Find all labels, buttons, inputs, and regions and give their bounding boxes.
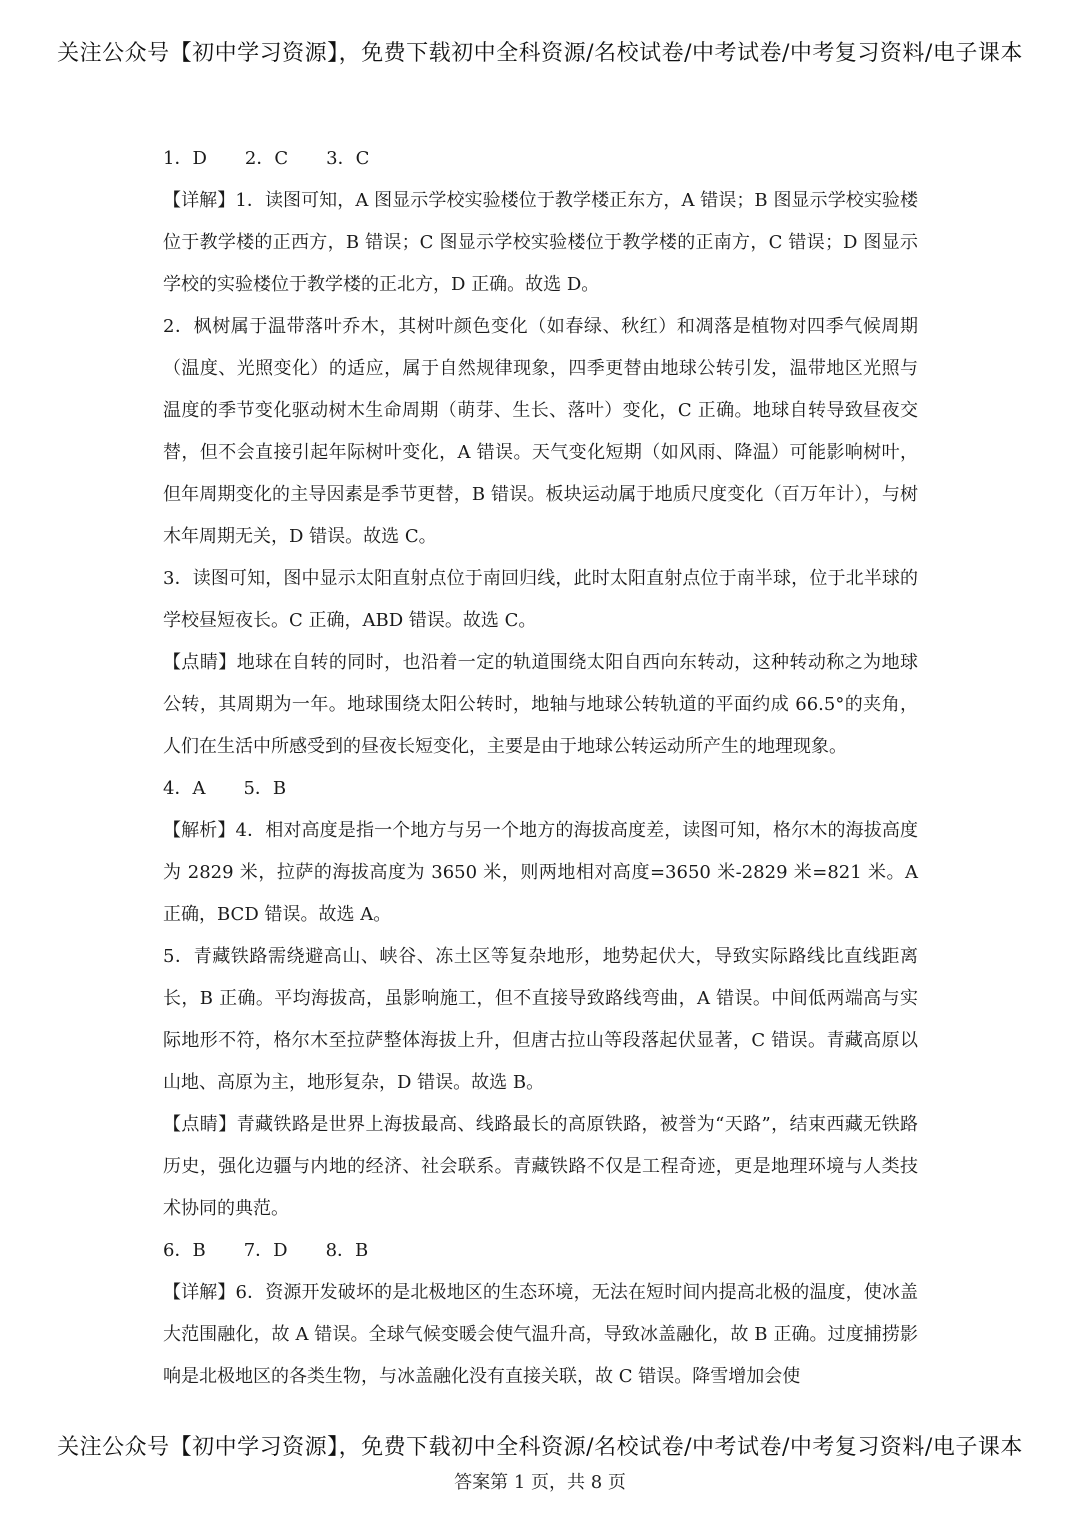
answer-7: 7．D	[243, 1240, 288, 1261]
footer-banner: 关注公众号【初中学习资源】，免费下载初中全科资源/名校试卷/中考试卷/中考复习资料/电子课本	[57, 1435, 1023, 1460]
detail-tag: 【详解】	[163, 1282, 236, 1303]
answer-line-6-8	[163, 1230, 918, 1272]
explanation-q3: 3．读图可知，图中显示太阳直射点位于南回归线，此时太阳直射点位于南半球，位于北半球的学校昼短夜长。C 正确，ABD 错误。故选 C。	[163, 568, 918, 631]
page-number: 答案第 1 页，共 8 页	[454, 1472, 626, 1493]
explanation-q1-text: 1．读图可知，A 图显示学校实验楼位于教学楼正东方，A 错误；B 图显示学校实验楼位于教学楼的正西方，B 错误；C 图显示学校实验楼位于教学楼的正南方，C 错误；D 图显示学校的实验楼位于教学楼的正北方，D 正确。故选 D。	[163, 190, 919, 295]
answer-content	[163, 138, 918, 1398]
answer-line-4-5	[163, 768, 918, 810]
explanation-q1	[163, 180, 918, 306]
answer-1: 1．D	[163, 148, 207, 169]
tip-q1-3	[163, 642, 918, 768]
answer-5: 5．B	[243, 778, 287, 799]
answer-8: 8．B	[325, 1240, 369, 1261]
analysis-tag: 【解析】	[163, 820, 236, 841]
answer-line-1-3	[163, 138, 918, 180]
tip-tag: 【点睛】	[163, 652, 237, 673]
answer-3: 3．C	[326, 148, 370, 169]
explanation-q4-text: 4．相对高度是指一个地方与另一个地方的海拔高度差，读图可知，格尔木的海拔高度为 2829 米，拉萨的海拔高度为 3650 米，则两地相对高度=3650 米-2829 米=821 米。A 正确，BCD 错误。故选 A。	[163, 820, 919, 925]
detail-tag: 【详解】	[163, 190, 236, 211]
answer-2: 2．C	[244, 148, 289, 169]
explanation-q6	[163, 1272, 918, 1398]
explanation-q2: 2．枫树属于温带落叶乔木，其树叶颜色变化（如春绿、秋红）和凋落是植物对四季气候周期（温度、光照变化）的适应，属于自然规律现象，四季更替由地球公转引发，温带地区光照与温度的季节变化驱动树木生命周期（萌芽、生长、落叶）变化，C 正确。地球自转导致昼夜交替，但不会直接引起年际树叶变化，A 错误。天气变化短期（如风雨、降温）可能影响树叶，但年周期变化的主导因素是季节更替，B 错误。板块运动属于地质尺度变化（百万年计），与树木年周期无关，D 错误。故选 C。	[163, 316, 918, 547]
header-banner: 关注公众号【初中学习资源】，免费下载初中全科资源/名校试卷/中考试卷/中考复习资料/电子课本	[57, 41, 1023, 66]
tip-tag: 【点睛】	[163, 1114, 237, 1135]
answer-6: 6．B	[163, 1240, 206, 1261]
explanation-q5: 5．青藏铁路需绕避高山、峡谷、冻土区等复杂地形，地势起伏大，导致实际路线比直线距离长，B 正确。平均海拔高，虽影响施工，但不直接导致路线弯曲，A 错误。中间低两端高与实际地形不符，格尔木至拉萨整体海拔上升，但唐古拉山等段落起伏显著，C 错误。青藏高原以山地、高原为主，地形复杂，D 错误。故选 B。	[163, 946, 918, 1093]
tip-q4-5-text: 青藏铁路是世界上海拔最高、线路最长的高原铁路，被誉为“天路”，结束西藏无铁路历史，强化边疆与内地的经济、社会联系。青藏铁路不仅是工程奇迹，更是地理环境与人类技术协同的典范。	[163, 1114, 919, 1219]
tip-q4-5	[163, 1104, 918, 1230]
tip-q1-3-text: 地球在自转的同时，也沿着一定的轨道围绕太阳自西向东转动，这种转动称之为地球公转，其周期为一年。地球围绕太阳公转时，地轴与地球公转轨道的平面约成 66.5°的夹角，人们在生活中所感受到的昼夜长短变化，主要是由于地球公转运动所产生的地理现象。	[163, 652, 918, 757]
explanation-q6-text: 6．资源开发破坏的是北极地区的生态环境，无法在短时间内提高北极的温度，使冰盖大范围融化，故 A 错误。全球气候变暖会使气温升高，导致冰盖融化，故 B 正确。过度捕捞影响是北极地区的各类生物，与冰盖融化没有直接关联，故 C 错误。降雪增加会使	[163, 1282, 919, 1387]
explanation-q4	[163, 810, 918, 936]
answer-4: 4．A	[163, 778, 206, 799]
